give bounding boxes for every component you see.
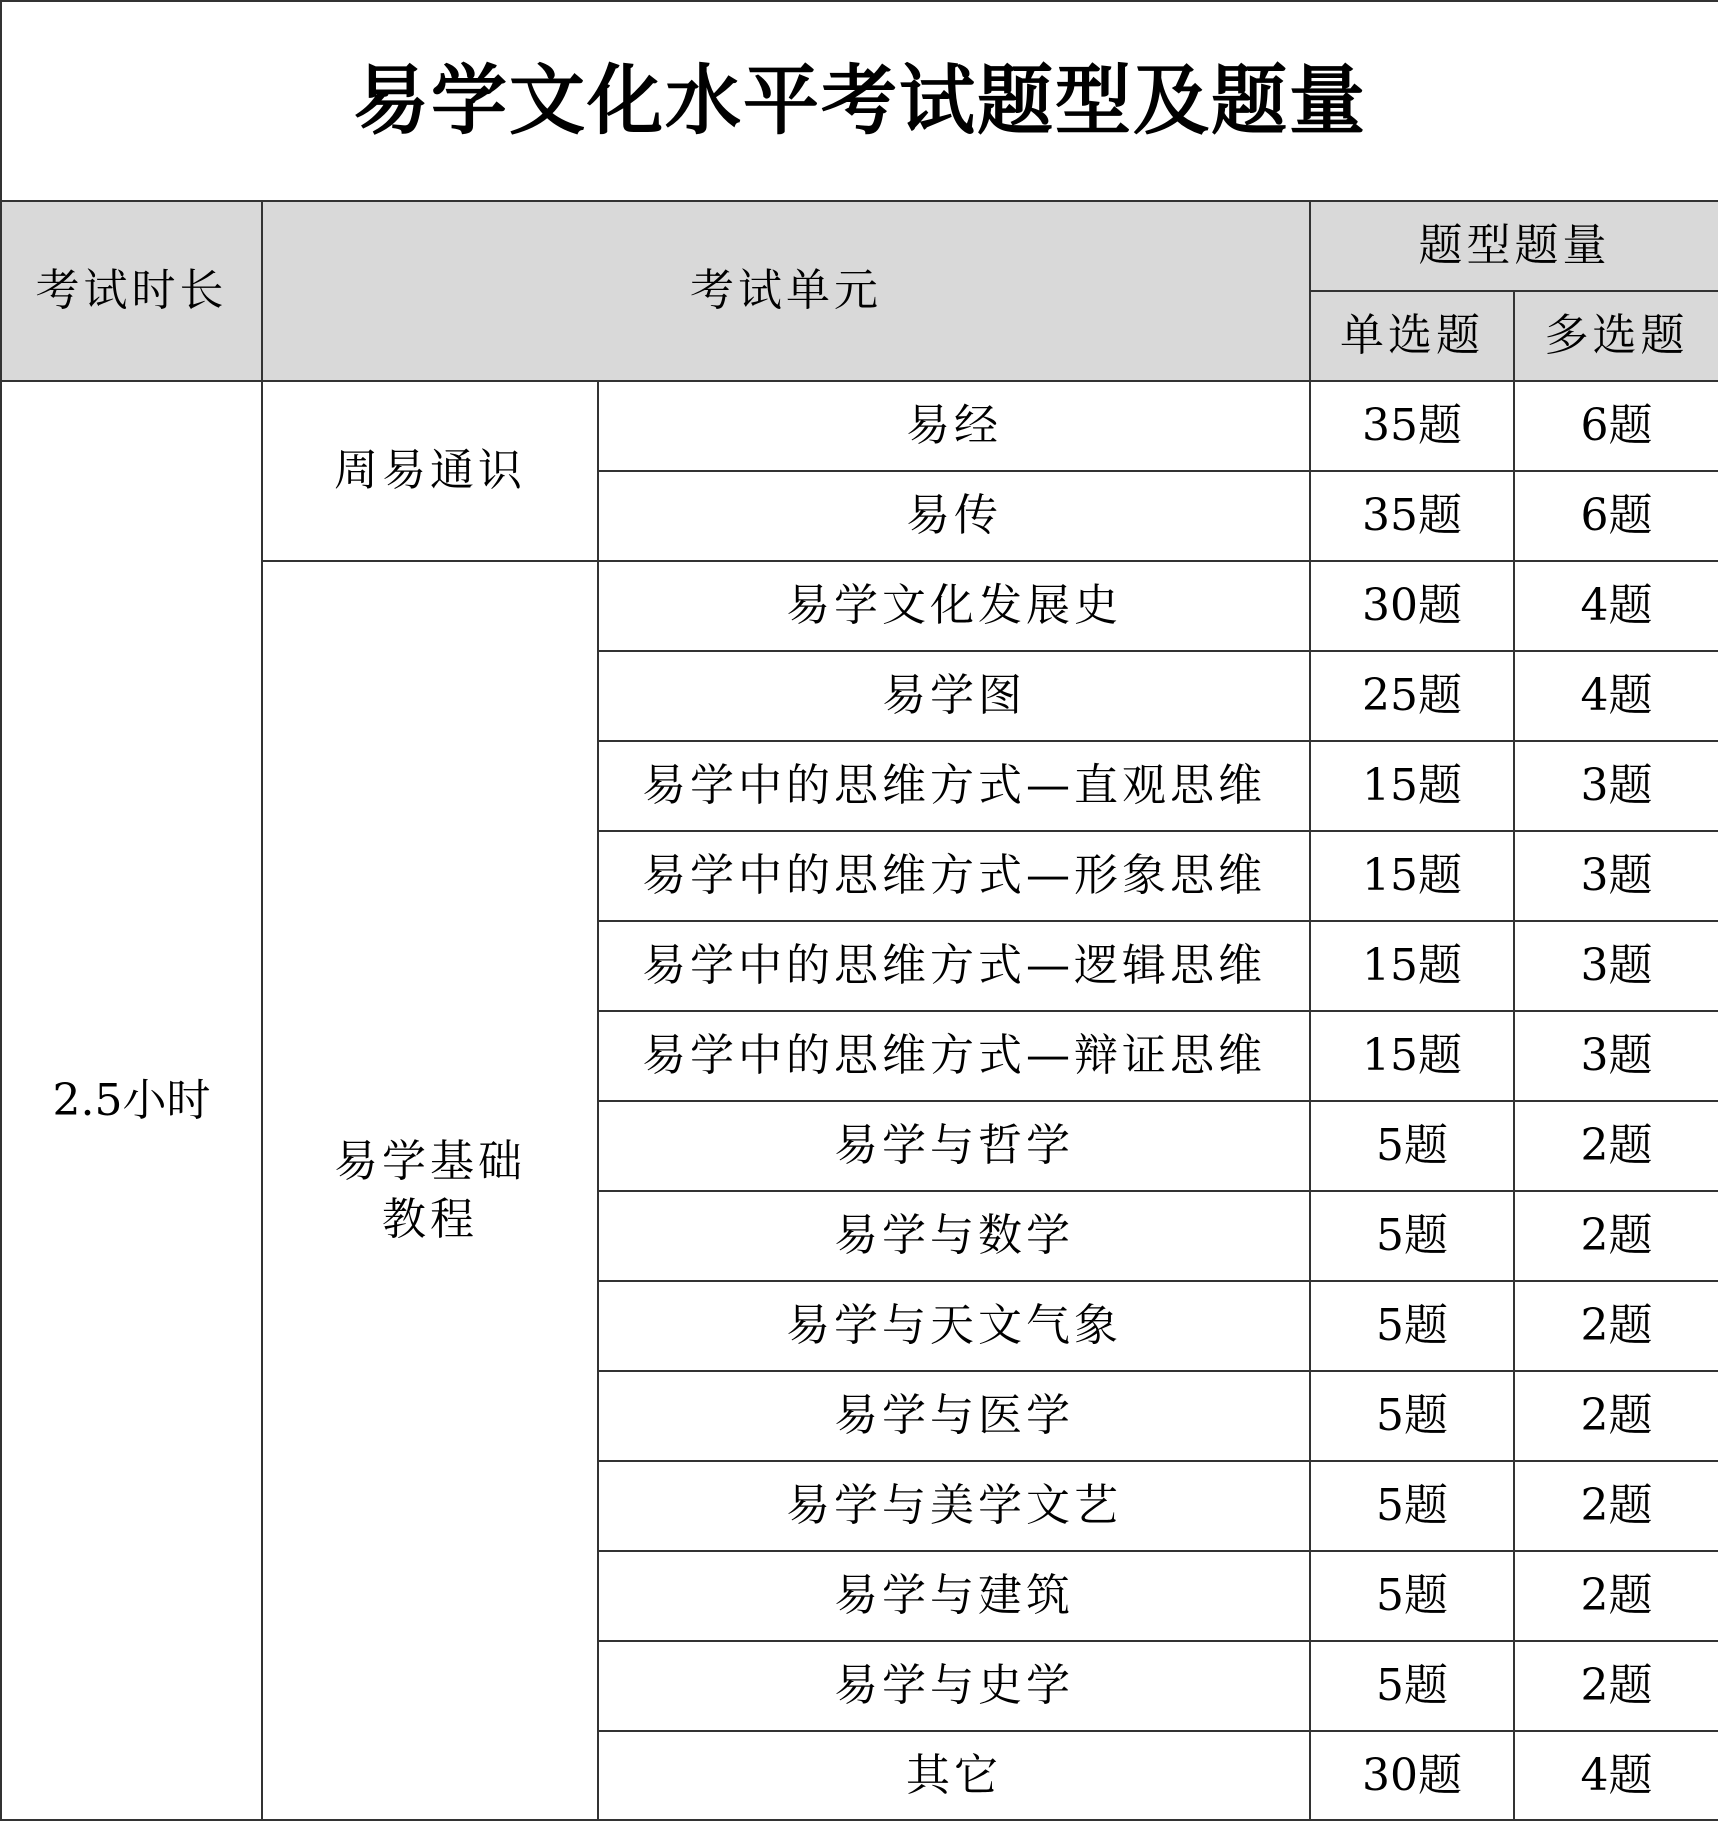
unit-cell: 易学与数学 <box>598 1191 1310 1281</box>
header-question-types: 题型题量 <box>1310 201 1718 291</box>
multiple-choice-count: 2题 <box>1514 1371 1718 1461</box>
multiple-choice-count: 2题 <box>1514 1101 1718 1191</box>
single-choice-count: 15题 <box>1310 1011 1514 1101</box>
multiple-choice-count: 3题 <box>1514 831 1718 921</box>
table-row <box>1 381 1718 471</box>
single-choice-count: 30题 <box>1310 1731 1514 1820</box>
single-choice-count: 15题 <box>1310 921 1514 1011</box>
header-unit: 考试单元 <box>262 201 1310 381</box>
unit-cell: 易学与医学 <box>598 1371 1310 1461</box>
single-choice-count: 35题 <box>1310 471 1514 561</box>
multiple-choice-count: 3题 <box>1514 921 1718 1011</box>
unit-cell: 其它 <box>598 1731 1310 1820</box>
single-choice-count: 5题 <box>1310 1101 1514 1191</box>
unit-cell: 易学图 <box>598 651 1310 741</box>
header-single-choice: 单选题 <box>1310 291 1514 381</box>
header-duration: 考试时长 <box>1 201 262 381</box>
category-cell <box>262 561 598 1820</box>
unit-cell: 易学与天文气象 <box>598 1281 1310 1371</box>
multiple-choice-count: 4题 <box>1514 1731 1718 1820</box>
unit-cell: 易学与哲学 <box>598 1101 1310 1191</box>
unit-cell: 易学中的思维方式—逻辑思维 <box>598 921 1310 1011</box>
unit-cell: 易学与建筑 <box>598 1551 1310 1641</box>
multiple-choice-count: 4题 <box>1514 651 1718 741</box>
unit-cell: 易传 <box>598 471 1310 561</box>
multiple-choice-count: 2题 <box>1514 1191 1718 1281</box>
unit-cell: 易学文化发展史 <box>598 561 1310 651</box>
single-choice-count: 5题 <box>1310 1191 1514 1281</box>
single-choice-count: 5题 <box>1310 1641 1514 1731</box>
category-cell: 周易通识 <box>262 381 598 561</box>
table-title: 易学文化水平考试题型及题量 <box>1 1 1718 201</box>
unit-cell: 易学与美学文艺 <box>598 1461 1310 1551</box>
multiple-choice-count: 3题 <box>1514 741 1718 831</box>
category-line: 教程 <box>382 1193 478 1245</box>
header-row-1 <box>1 201 1718 291</box>
single-choice-count: 35题 <box>1310 381 1514 471</box>
multiple-choice-count: 6题 <box>1514 381 1718 471</box>
multiple-choice-count: 2题 <box>1514 1551 1718 1641</box>
single-choice-count: 5题 <box>1310 1461 1514 1551</box>
multiple-choice-count: 3题 <box>1514 1011 1718 1101</box>
single-choice-count: 5题 <box>1310 1281 1514 1371</box>
category-line: 易学基础 <box>334 1136 526 1188</box>
duration-value: 2.5小时 <box>1 381 262 1820</box>
multiple-choice-count: 2题 <box>1514 1281 1718 1371</box>
multiple-choice-count: 6题 <box>1514 471 1718 561</box>
header-multiple-choice: 多选题 <box>1514 291 1718 381</box>
unit-cell: 易学中的思维方式—形象思维 <box>598 831 1310 921</box>
unit-cell: 易经 <box>598 381 1310 471</box>
single-choice-count: 25题 <box>1310 651 1514 741</box>
multiple-choice-count: 2题 <box>1514 1641 1718 1731</box>
multiple-choice-count: 2题 <box>1514 1461 1718 1551</box>
single-choice-count: 5题 <box>1310 1371 1514 1461</box>
single-choice-count: 15题 <box>1310 831 1514 921</box>
single-choice-count: 30题 <box>1310 561 1514 651</box>
single-choice-count: 5题 <box>1310 1551 1514 1641</box>
multiple-choice-count: 4题 <box>1514 561 1718 651</box>
single-choice-count: 15题 <box>1310 741 1514 831</box>
unit-cell: 易学中的思维方式—辩证思维 <box>598 1011 1310 1101</box>
title-row <box>1 1 1718 201</box>
unit-cell: 易学中的思维方式—直观思维 <box>598 741 1310 831</box>
unit-cell: 易学与史学 <box>598 1641 1310 1731</box>
